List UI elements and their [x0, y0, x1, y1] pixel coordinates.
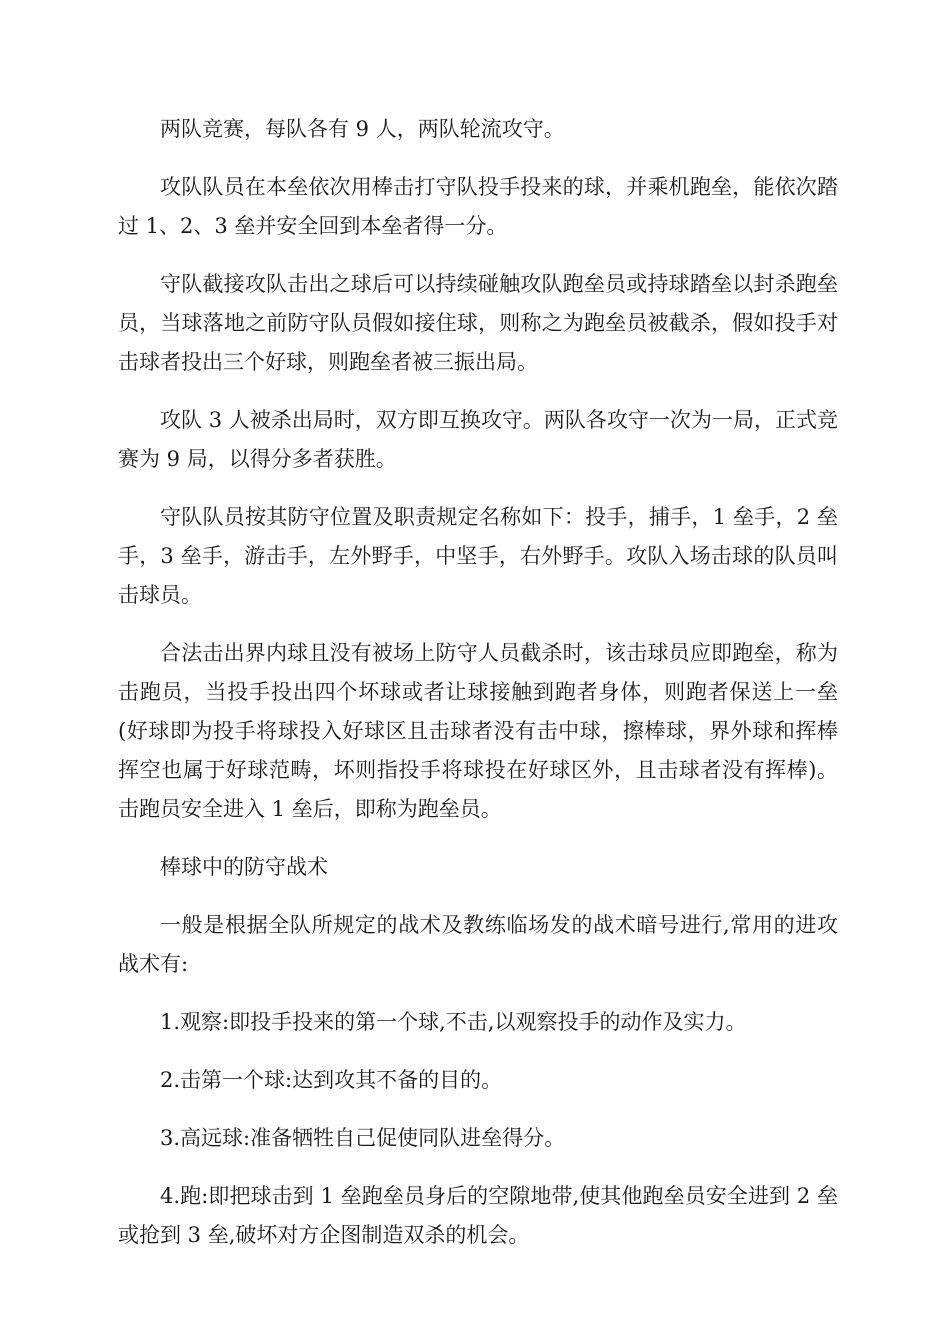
paragraph-runner-rule: 合法击出界内球且没有被场上防守人员截杀时，该击球员应即跑垒，称为击跑员，当投手投出四个坏球或者让球接触到跑者身体，则跑者保送上一垒(好球即为投手将球投入好球区且击球者没有击中球，擦棒球，界外球和挥棒挥空也属于好球范畴，坏则指投手将球投在好球区外，且击球者没有挥棒)。击跑员安全进入 1 垒后，即称为跑垒员。: [118, 641, 838, 821]
list-item-observe: 1.观察:即投手投来的第一个球,不击,以观察投手的动作及实力。: [160, 1010, 747, 1034]
paragraph-outs-rule: 守队截接攻队击出之球后可以持续碰触攻队跑垒员或持球踏垒以封杀跑垒员，当球落地之前防守队员假如接住球，则称之为跑垒员被截杀，假如投手对击球者投出三个好球，则跑垒者被三振出局。: [118, 272, 838, 374]
list-item-first-pitch: 2.击第一个球:达到攻其不备的目的。: [160, 1068, 503, 1092]
paragraph-game-overview: 两队竞赛，每队各有 9 人，两队轮流攻守。: [160, 117, 565, 141]
document-body: [118, 110, 838, 1274]
list-item-run: 4.跑:即把球击到 1 垒跑垒员身后的空隙地带,使其他跑垒员安全进到 2 垒或抢到 3 垒,破坏对方企图制造双杀的机会。: [118, 1184, 838, 1247]
paragraph-positions: 守队队员按其防守位置及职责规定名称如下：投手，捕手，1 垒手，2 垒手，3 垒手，游击手，左外野手，中坚手，右外野手。攻队入场击球的队员叫击球员。: [118, 505, 838, 607]
paragraph-tactics-intro: 一般是根据全队所规定的战术及教练临场发的战术暗号进行,常用的进攻战术有:: [118, 913, 838, 976]
section-heading-defense-tactics: 棒球中的防守战术: [160, 855, 328, 879]
paragraph-scoring-rule: 攻队队员在本垒依次用棒击打守队投手投来的球，并乘机跑垒，能依次踏过 1、2、3 垒并安全回到本垒者得一分。: [118, 175, 838, 238]
paragraph-inning-rule: 攻队 3 人被杀出局时，双方即互换攻守。两队各攻守一次为一局，正式竞赛为 9 局，以得分多者获胜。: [118, 408, 838, 471]
list-item-high-fly: 3.高远球:准备牺牲自己促使同队进垒得分。: [160, 1126, 566, 1150]
